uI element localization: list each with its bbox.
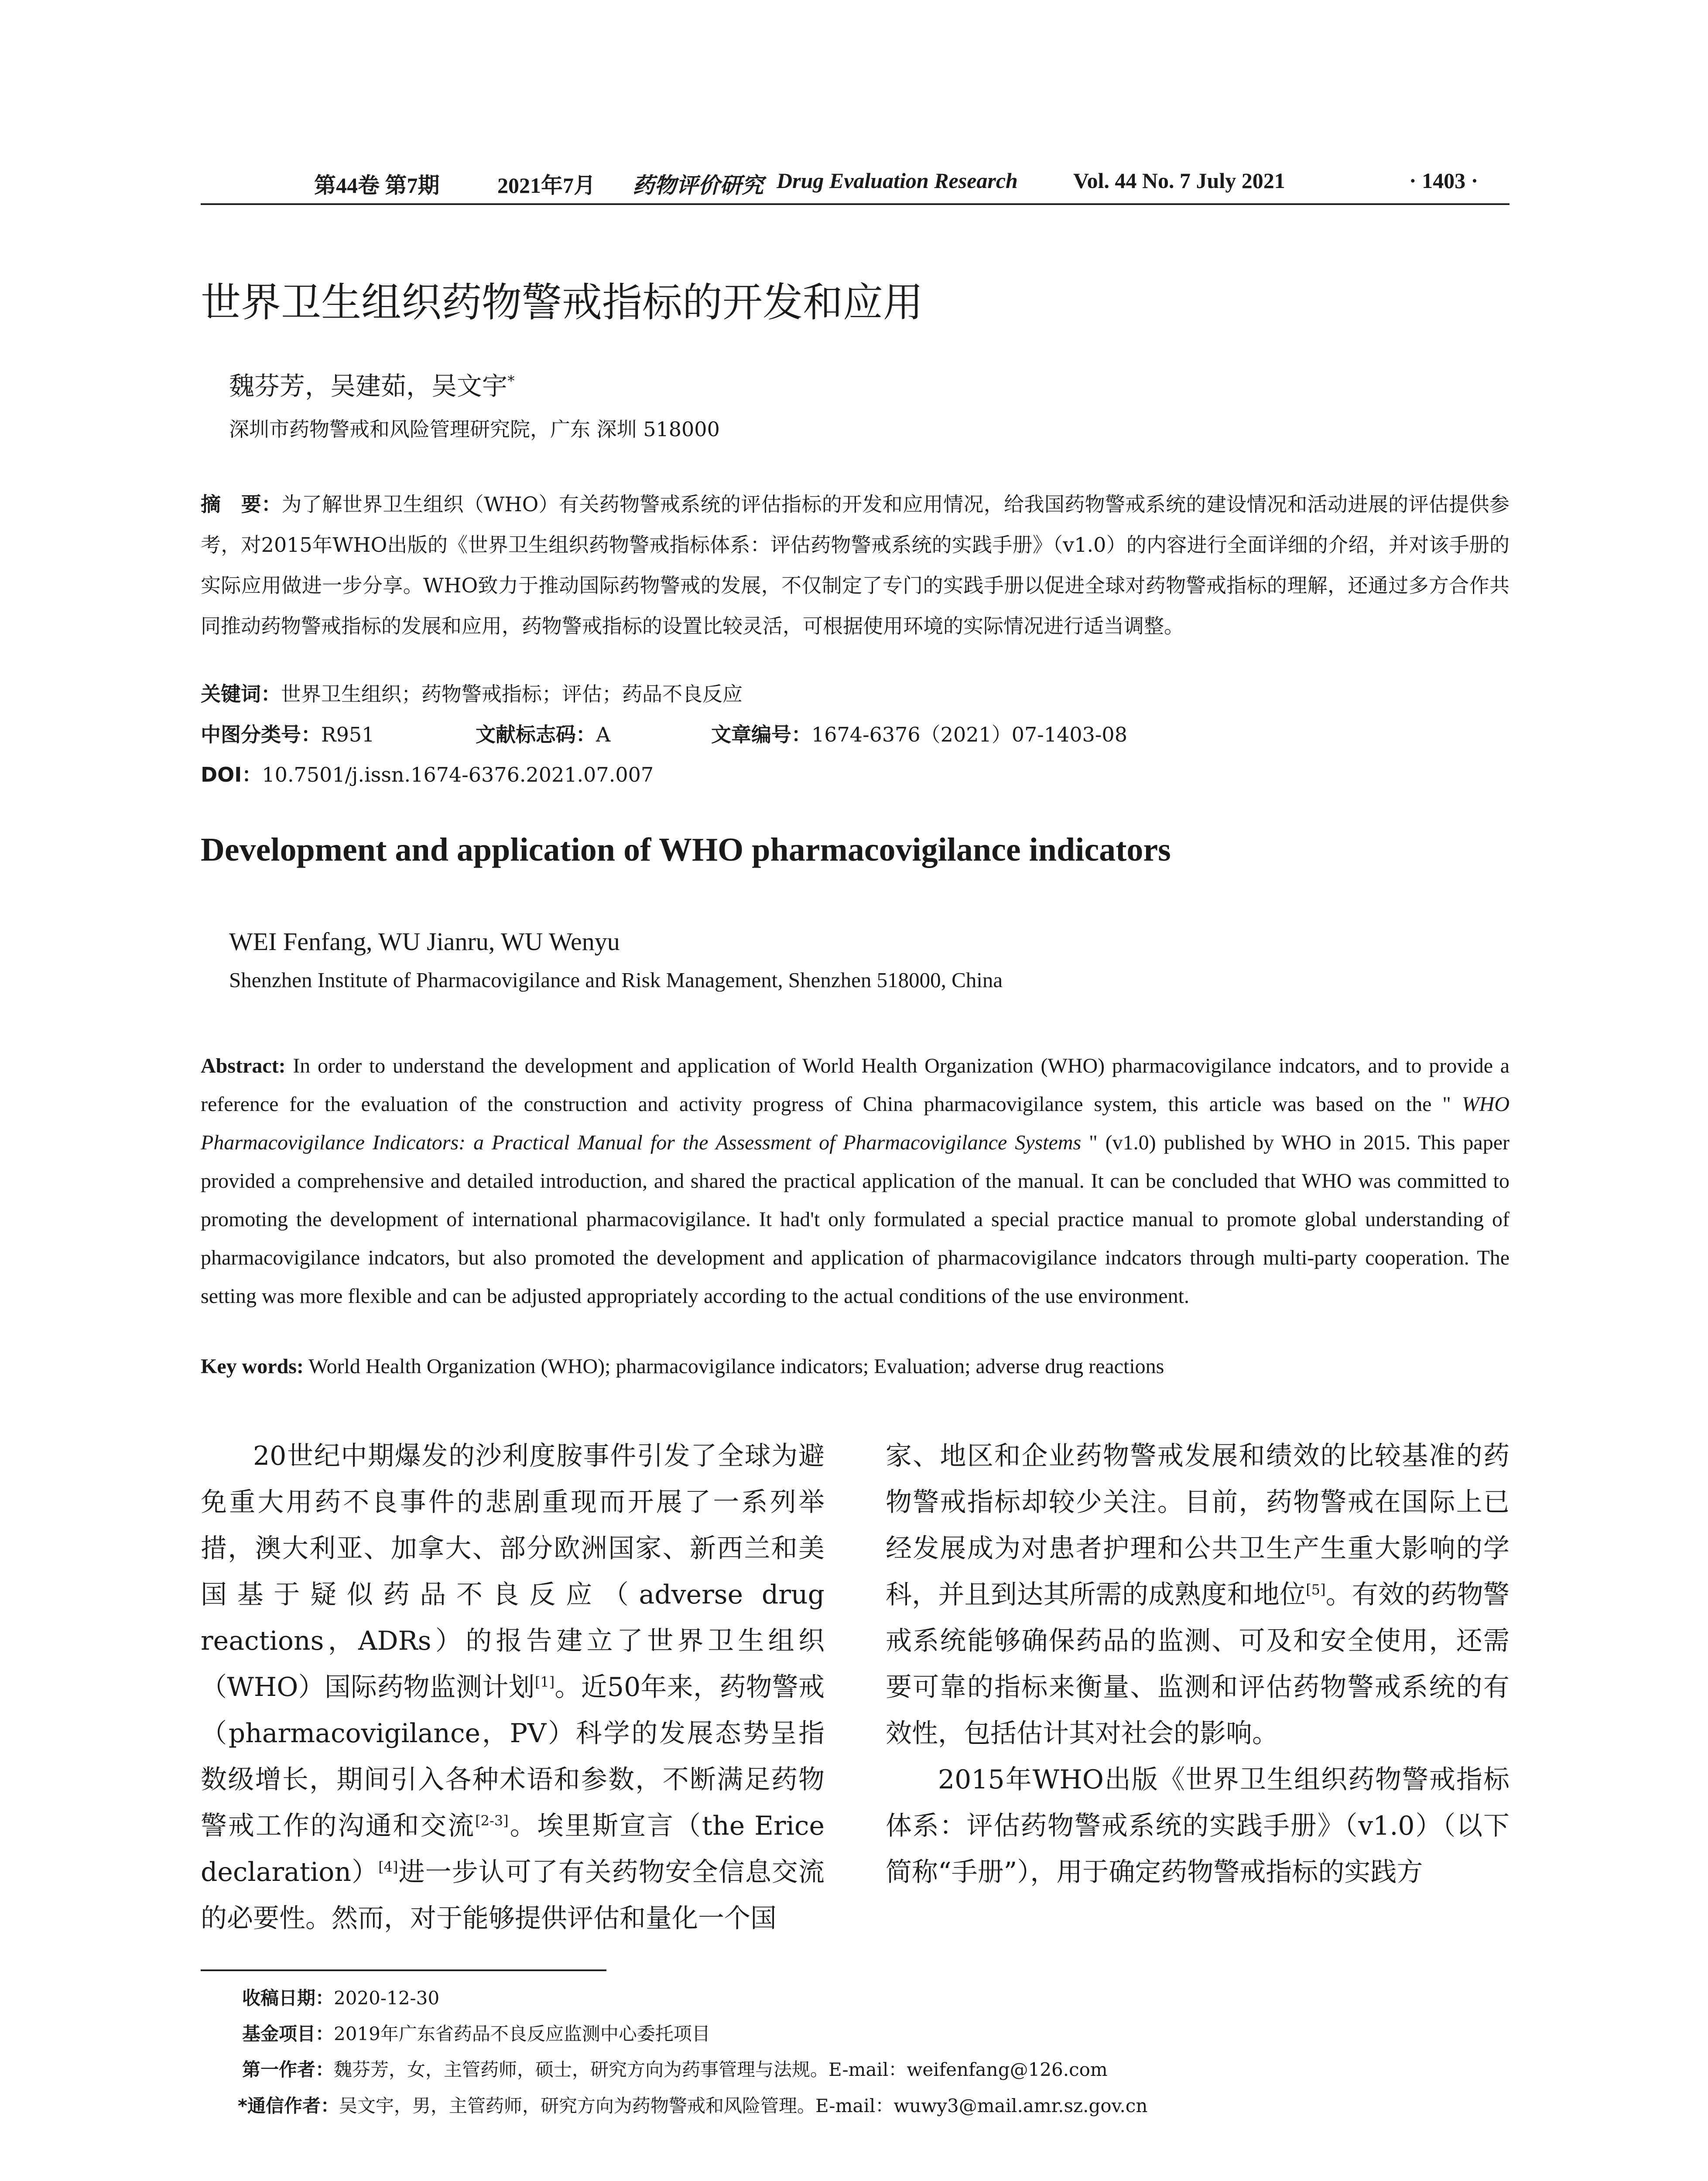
affiliation-cn: 深圳市药物警戒和风险管理研究院，广东 深圳 518000 bbox=[229, 417, 720, 441]
page-number: · 1403 · bbox=[1409, 168, 1479, 193]
affiliation-en: Shenzhen Institute of Pharmacovigilance and Risk Management, Shenzhen 518000, China bbox=[229, 968, 1003, 992]
article-number bbox=[711, 719, 1127, 748]
body-text: 20世纪中期爆发的沙利度胺事件引发了全球为避免重大用药不良事件的悲剧重现而开展了一系列举措，澳大利亚、加拿大、部分欧洲国家、新西兰和美国基于疑似药品不良反应（adverse drug reactions，ADRs）的报告建立了世界卫生组织（WHO）国际药物监测计划 bbox=[201, 1441, 825, 1702]
authors-cn-names: 魏芬芳，吴建茹，吴文宇 bbox=[229, 371, 508, 401]
volume-en: Vol. 44 No. 7 July 2021 bbox=[1073, 168, 1285, 193]
footnote-rule bbox=[201, 1969, 606, 1971]
citation-ref[interactable]: [5] bbox=[1306, 1581, 1326, 1598]
abstract-cn bbox=[201, 484, 1509, 646]
volume-cn: 第44卷 第7期 bbox=[314, 173, 440, 198]
footnote-text: 2020-12-30 bbox=[334, 1987, 440, 2009]
footnote-first-author bbox=[242, 2055, 1108, 2082]
clc-label: 中图分类号： bbox=[201, 723, 321, 746]
document-code-value: A bbox=[596, 723, 611, 746]
doi-label: DOI： bbox=[201, 763, 262, 786]
footnote-label: *通信作者： bbox=[238, 2095, 339, 2116]
title-en: Development and application of WHO pharmacovigilance indicators bbox=[201, 831, 1171, 868]
article-number-label: 文章编号： bbox=[711, 723, 811, 746]
body-text: 。埃里斯宣言（the Erice declaration） bbox=[201, 1811, 825, 1887]
title-cn: 世界卫生组织药物警戒指标的开发和应用 bbox=[201, 279, 924, 326]
keywords-en-text: World Health Organization (WHO); pharmacovigilance indicators; Evaluation; adverse drug reactions bbox=[308, 1355, 1164, 1378]
footnote-label: 收稿日期： bbox=[242, 1987, 334, 2009]
footnote-funding bbox=[242, 2020, 710, 2046]
abstract-en-manual-title: WHO Pharmacovigilance Indicators: a Practical Manual for the Assessment of Pharmacovigilance Systems bbox=[201, 1093, 1509, 1154]
corresponding-mark: * bbox=[507, 372, 515, 390]
abstract-en-text-2: " (v1.0) published by WHO in 2015. This paper provided a comprehensive and detailed introduction, and shared the practical application of the manual. It can be concluded that WHO was committed to promoting the development of international pharmacovigilance. It had't only formulated a special practice manual to promote global understanding of pharmacovigilance indcators, but also promoted the development and application of pharmacovigilance indcators through multi-party cooperation. The setting was more flexible and can be adjusted appropriately according to the actual conditions of the use environment. bbox=[201, 1131, 1510, 1308]
abstract-en-text-1: In order to understand the development and application of World Health Organization (WHO) pharmacovigilance indcators, and to provide a reference for the evaluation of the construction and activity progress of China pharmacovigilance system, this article was based on the " bbox=[201, 1054, 1509, 1116]
abstract-en-label: Abstract: bbox=[201, 1054, 286, 1077]
authors-en: WEI Fenfang, WU Jianru, WU Wenyu bbox=[229, 927, 620, 956]
journal-seal: 药物评价研究 bbox=[633, 172, 763, 198]
footnote-label: 第一作者： bbox=[242, 2059, 334, 2080]
keywords-en-label: Key words: bbox=[201, 1355, 304, 1378]
keywords-cn-text: 世界卫生组织；药物警戒指标；评估；药品不良反应 bbox=[281, 682, 743, 706]
article-number-value: 1674-6376（2021）07-1403-08 bbox=[811, 723, 1127, 746]
journal-name-en: Drug Evaluation Research bbox=[777, 168, 1018, 193]
body-text: 2015年WHO出版《世界卫生组织药物警戒指标体系：评估药物警戒系统的实践手册》（v1.0）（以下简称“手册”），用于确定药物警戒指标的实践方 bbox=[886, 1764, 1509, 1887]
abstract-en bbox=[201, 1047, 1509, 1316]
body-text: 。近50年来，药物警戒（pharmacovigilance，PV）科学的发展态势呈指数级增长，期间引入各种术语和参数，不断满足药物警戒工作的沟通和交流 bbox=[201, 1672, 825, 1841]
keywords-en bbox=[201, 1354, 1509, 1378]
footnote-received bbox=[242, 1984, 439, 2010]
clc-value: R951 bbox=[321, 723, 375, 746]
doi-value[interactable]: 10.7501/j.issn.1674-6376.2021.07.007 bbox=[262, 763, 654, 786]
body-text: 家、地区和企业药物警戒发展和绩效的比较基准的药物警戒指标却较少关注。目前，药物警戒在国际上已经发展成为对患者护理和公共卫生产生重大影响的学科，并且到达其所需的成熟度和地位 bbox=[886, 1441, 1509, 1610]
clc-number bbox=[201, 719, 374, 748]
footnote-corresponding-author bbox=[238, 2092, 1147, 2118]
keywords-cn-label: 关键词： bbox=[201, 682, 281, 706]
abstract-cn-text: 为了解世界卫生组织（WHO）有关药物警戒系统的评估指标的开发和应用情况，给我国药物警戒系统的建设情况和活动进展的评估提供参考，对2015年WHO出版的《世界卫生组织药物警戒指标体系：评估药物警戒系统的实践手册》（v1.0）的内容进行全面详细的介绍，并对该手册的实际应用做进一步分享。WHO致力于推动国际药物警戒的发展，不仅制定了专门的实践手册以促进全球对药物警戒指标的理解，还通过多方合作共同推动药物警戒指标的发展和应用，药物警戒指标的设置比较灵活，可根据使用环境的实际情况进行适当调整。 bbox=[201, 492, 1510, 638]
citation-ref[interactable]: [4] bbox=[378, 1859, 398, 1875]
doi bbox=[201, 759, 654, 788]
footnote-text: 魏芬芳，女，主管药师，硕士，研究方向为药事管理与法规。E-mail：weifenfang@126.com bbox=[334, 2059, 1108, 2080]
body-column-right bbox=[886, 1433, 1509, 1895]
citation-ref[interactable]: [1] bbox=[534, 1674, 555, 1690]
footnote-label: 基金项目： bbox=[242, 2023, 334, 2044]
abstract-cn-label: 摘 要： bbox=[201, 492, 282, 516]
body-text: 进一步认可了有关药物安全信息交流的必要性。然而，对于能够提供评估和量化一个国 bbox=[201, 1857, 825, 1934]
body-column-left bbox=[201, 1433, 825, 1942]
running-header bbox=[201, 168, 1509, 198]
document-code-label: 文献标志码： bbox=[476, 723, 596, 746]
document-code bbox=[476, 719, 610, 748]
body-paragraph bbox=[201, 1433, 825, 1942]
body-paragraph bbox=[886, 1433, 1509, 1757]
body-paragraph bbox=[886, 1757, 1509, 1895]
footnote-text: 2019年广东省药品不良反应监测中心委托项目 bbox=[334, 2023, 710, 2044]
header-rule bbox=[201, 203, 1509, 205]
keywords-cn bbox=[201, 678, 743, 707]
date-cn: 2021年7月 bbox=[497, 173, 596, 198]
authors-cn bbox=[229, 366, 515, 402]
body-text: 。有效的药物警戒系统能够确保药品的监测、可及和安全使用，还需要可靠的指标来衡量、监测和评估药物警戒系统的有效性，包括估计其对社会的影响。 bbox=[886, 1579, 1509, 1749]
citation-ref[interactable]: [2-3] bbox=[475, 1812, 509, 1829]
footnote-text: 吴文宇，男，主管药师，研究方向为药物警戒和风险管理。E-mail：wuwy3@mail.amr.sz.gov.cn bbox=[339, 2095, 1148, 2116]
